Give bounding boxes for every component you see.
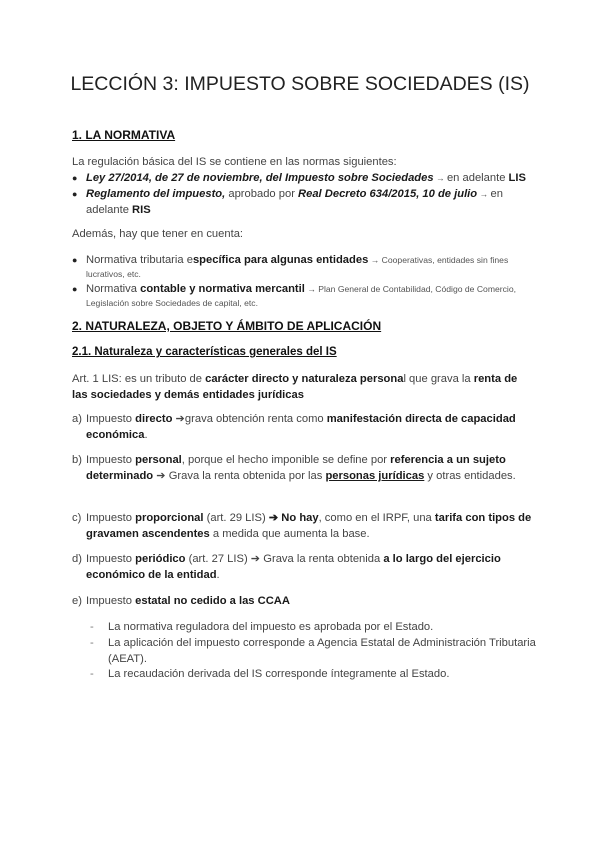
art-1-paragraph: Art. 1 LIS: es un tributo de carácter directo y naturaleza personal que grava la renta de las sociedades y demás entidades jurídicas (72, 373, 518, 401)
section-2-1-subheading: 2.1. Naturaleza y características generales del IS (72, 346, 337, 358)
s1-ademas: Además, hay que tener en cuenta: (72, 228, 244, 240)
s1-intro: La regulación básica del IS se contiene en las normas siguientes: (72, 156, 397, 168)
bullet-icon: ● (72, 284, 78, 294)
section-2-heading: 2. NATURALEZA, OBJETO Y ÁMBITO DE APLICACIÓN (72, 319, 382, 333)
dash-item: - La aplicación del impuesto corresponde a Agencia Estatal de Administración Tributaria (AEAT). (90, 637, 536, 665)
dash-item: - La recaudación derivada del IS corresponde íntegramente al Estado. (90, 668, 450, 680)
bullet-icon: ● (72, 189, 78, 199)
bullet-ley: ● Ley 27/2014, de 27 de noviembre, del Impuesto sobre Sociedades → en adelante LIS (72, 172, 526, 184)
bullet-normativa-especifica: ● Normativa tributaria específica para algunas entidades → Cooperativas, entidades sin fines lucrativos, etc. (72, 254, 509, 279)
dash-item: - La normativa reguladora del impuesto es aprobada por el Estado. (90, 621, 434, 633)
item-e-estatal: e) Impuesto estatal no cedido a las CCAA (72, 595, 290, 607)
page-title: LECCIÓN 3: IMPUESTO SOBRE SOCIEDADES (IS) (70, 73, 530, 95)
bullet-icon: ● (72, 255, 78, 265)
bullet-normativa-contable: ● Normativa contable y normativa mercantil → Plan General de Contabilidad, Código de Comercio, Legislación sobre Sociedades de capital, etc. (72, 283, 517, 308)
item-b-personal: b) Impuesto personal, porque el hecho imponible se define por referencia a un sujeto determinado ➔ Grava la renta obtenida por las personas jurídicas y otras entidades. (72, 454, 516, 482)
bullet-reglamento: ● Reglamento del impuesto, aprobado por Real Decreto 634/2015, 10 de julio → en adelante RIS (72, 188, 503, 216)
section-1-heading: 1. LA NORMATIVA (72, 128, 176, 142)
item-d-periodico: d) Impuesto periódico (art. 27 LIS) ➔ Grava la renta obtenida a lo largo del ejercicio económico de la entidad. (72, 553, 501, 581)
bullet-icon: ● (72, 173, 78, 183)
item-a-directo: a) Impuesto directo ➔grava obtención renta como manifestación directa de capacidad económica. (72, 413, 516, 441)
item-c-proporcional: c) Impuesto proporcional (art. 29 LIS) ➔ No hay, como en el IRPF, una tarifa con tipos de gravamen ascendentes a medida que aumenta la base. (72, 512, 532, 540)
